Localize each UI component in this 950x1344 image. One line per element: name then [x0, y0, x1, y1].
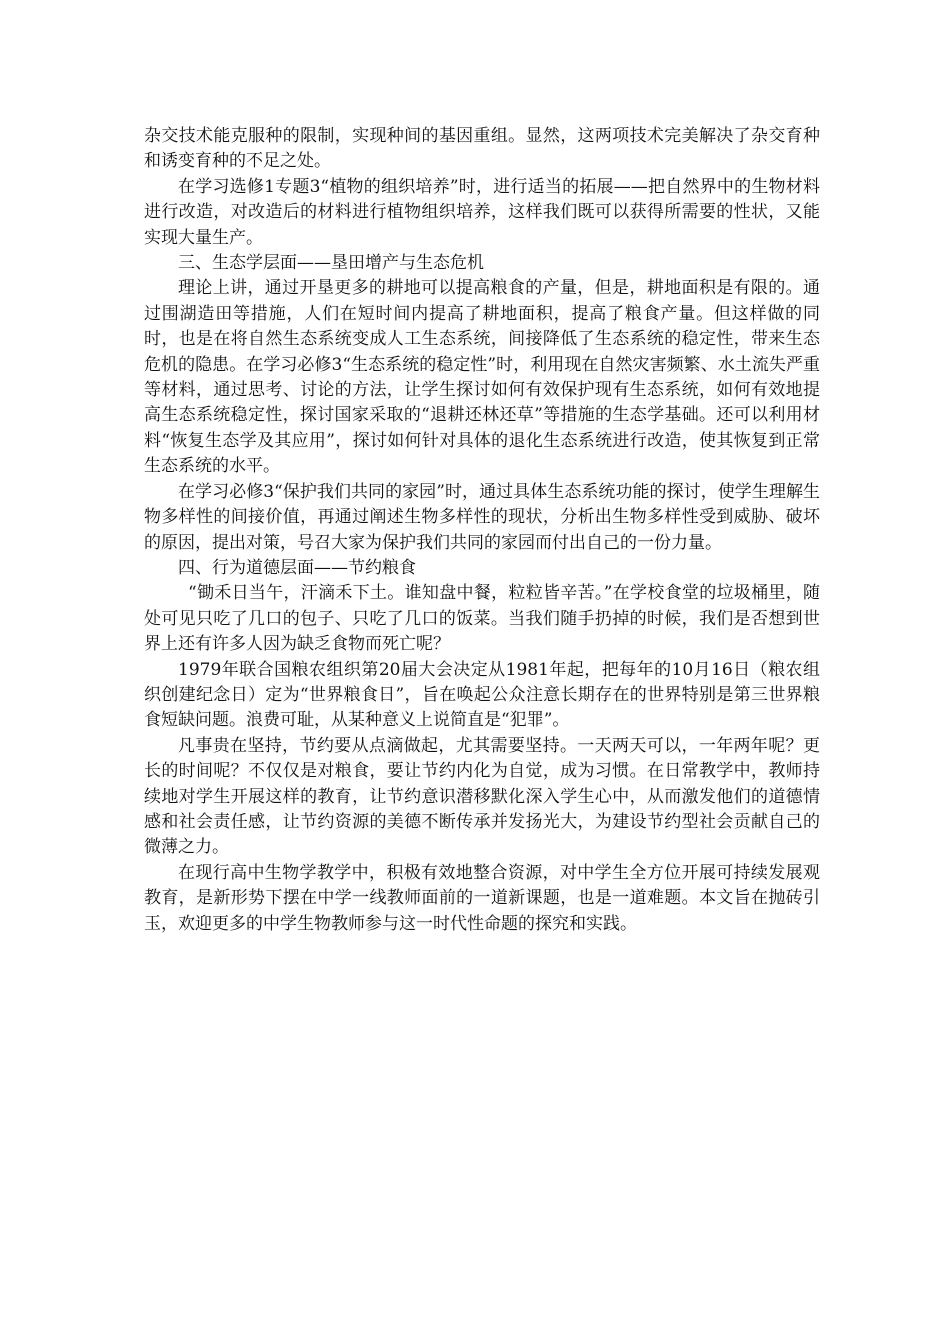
paragraph-conclusion: 在现行高中生物学教学中，积极有效地整合资源，对中学生全方位开展可持续发展观教育，是新形势下摆在中学一线教师面前的一道新课题，也是一道难题。本文旨在抛砖引玉，欢迎更多的中学生物教师参与这一时代性命题的探究和实践。 — [144, 862, 820, 934]
paragraph-biodiversity: 在学习必修3“保护我们共同的家园”时，通过具体生态系统功能的探讨，使学生理解生物多样性的间接价值，再通过阐述生物多样性的现状，分析出生物多样性受到威胁、破坏的原因，提出对策，号召大家为保护我们共同的家园而付出自己的一份力量。 — [144, 481, 820, 553]
paragraph-tissue-culture: 在学习选修1专题3“植物的组织培养”时，进行适当的拓展——把自然界中的生物材料进行改造，对改造后的材料进行植物组织培养，这样我们既可以获得所需要的性状，又能实现大量生产。 — [144, 176, 820, 248]
paragraph-world-food-day: 1979年联合国粮农组织第20届大会决定从1981年起，把每年的10月16日（粮农组织创建纪念日）定为“世界粮食日”，旨在唤起公众注意长期存在的世界特别是第三世界粮食短缺问题。浪费可耻，从某种意义上说简直是“犯罪”。 — [144, 659, 820, 731]
section-heading-ecology: 三、生态学层面——垦田增产与生态危机 — [178, 253, 484, 274]
document-body — [144, 124, 820, 937]
section-heading-morality: 四、行为道德层面——节约粮食 — [178, 557, 416, 578]
paragraph-ecology: 理论上讲，通过开垦更多的耕地可以提高粮食的产量，但是，耕地面积是有限的。通过围湖造田等措施，人们在短时间内提高了耕地面积，提高了粮食产量。但这样做的同时，也是在将自然生态系统变成人工生态系统，间接降低了生态系统的稳定性，带来生态危机的隐患。在学习必修3“生态系统的稳定性”时，利用现在自然灾害频繁、水土流失严重等材料，通过思考、讨论的方法，让学生探讨如何有效保护现有生态系统，如何有效地提高生态系统稳定性，探讨国家采取的“退耕还林还草”等措施的生态学基础。还可以利用材料“恢复生态学及其应用”，探讨如何针对具体的退化生态系统进行改造，使其恢复到正常生态系统的水平。 — [144, 278, 820, 477]
paragraph-poem: “锄禾日当午，汗滴禾下土。谁知盘中餐，粒粒皆辛苦。”在学校食堂的垃圾桶里，随处可见只吃了几口的包子、只吃了几口的饭菜。当我们随手扔掉的时候，我们是否想到世界上还有许多人因为缺乏食物而死亡呢？ — [144, 583, 820, 655]
paragraph-continuation: 杂交技术能克服种的限制，实现种间的基因重组。显然，这两项技术完美解决了杂交育种和诱变育种的不足之处。 — [144, 126, 820, 172]
paragraph-persistence: 凡事贵在坚持，节约要从点滴做起，尤其需要坚持。一天两天可以，一年两年呢？更长的时间呢？不仅仅是对粮食，要让节约内化为自觉，成为习惯。在日常教学中，教师持续地对学生开展这样的教育，让节约意识潜移默化深入学生心中，从而激发他们的道德情感和社会责任感，让节约资源的美德不断传承并发扬光大，为建设节约型社会贡献自己的微薄之力。 — [144, 735, 820, 858]
